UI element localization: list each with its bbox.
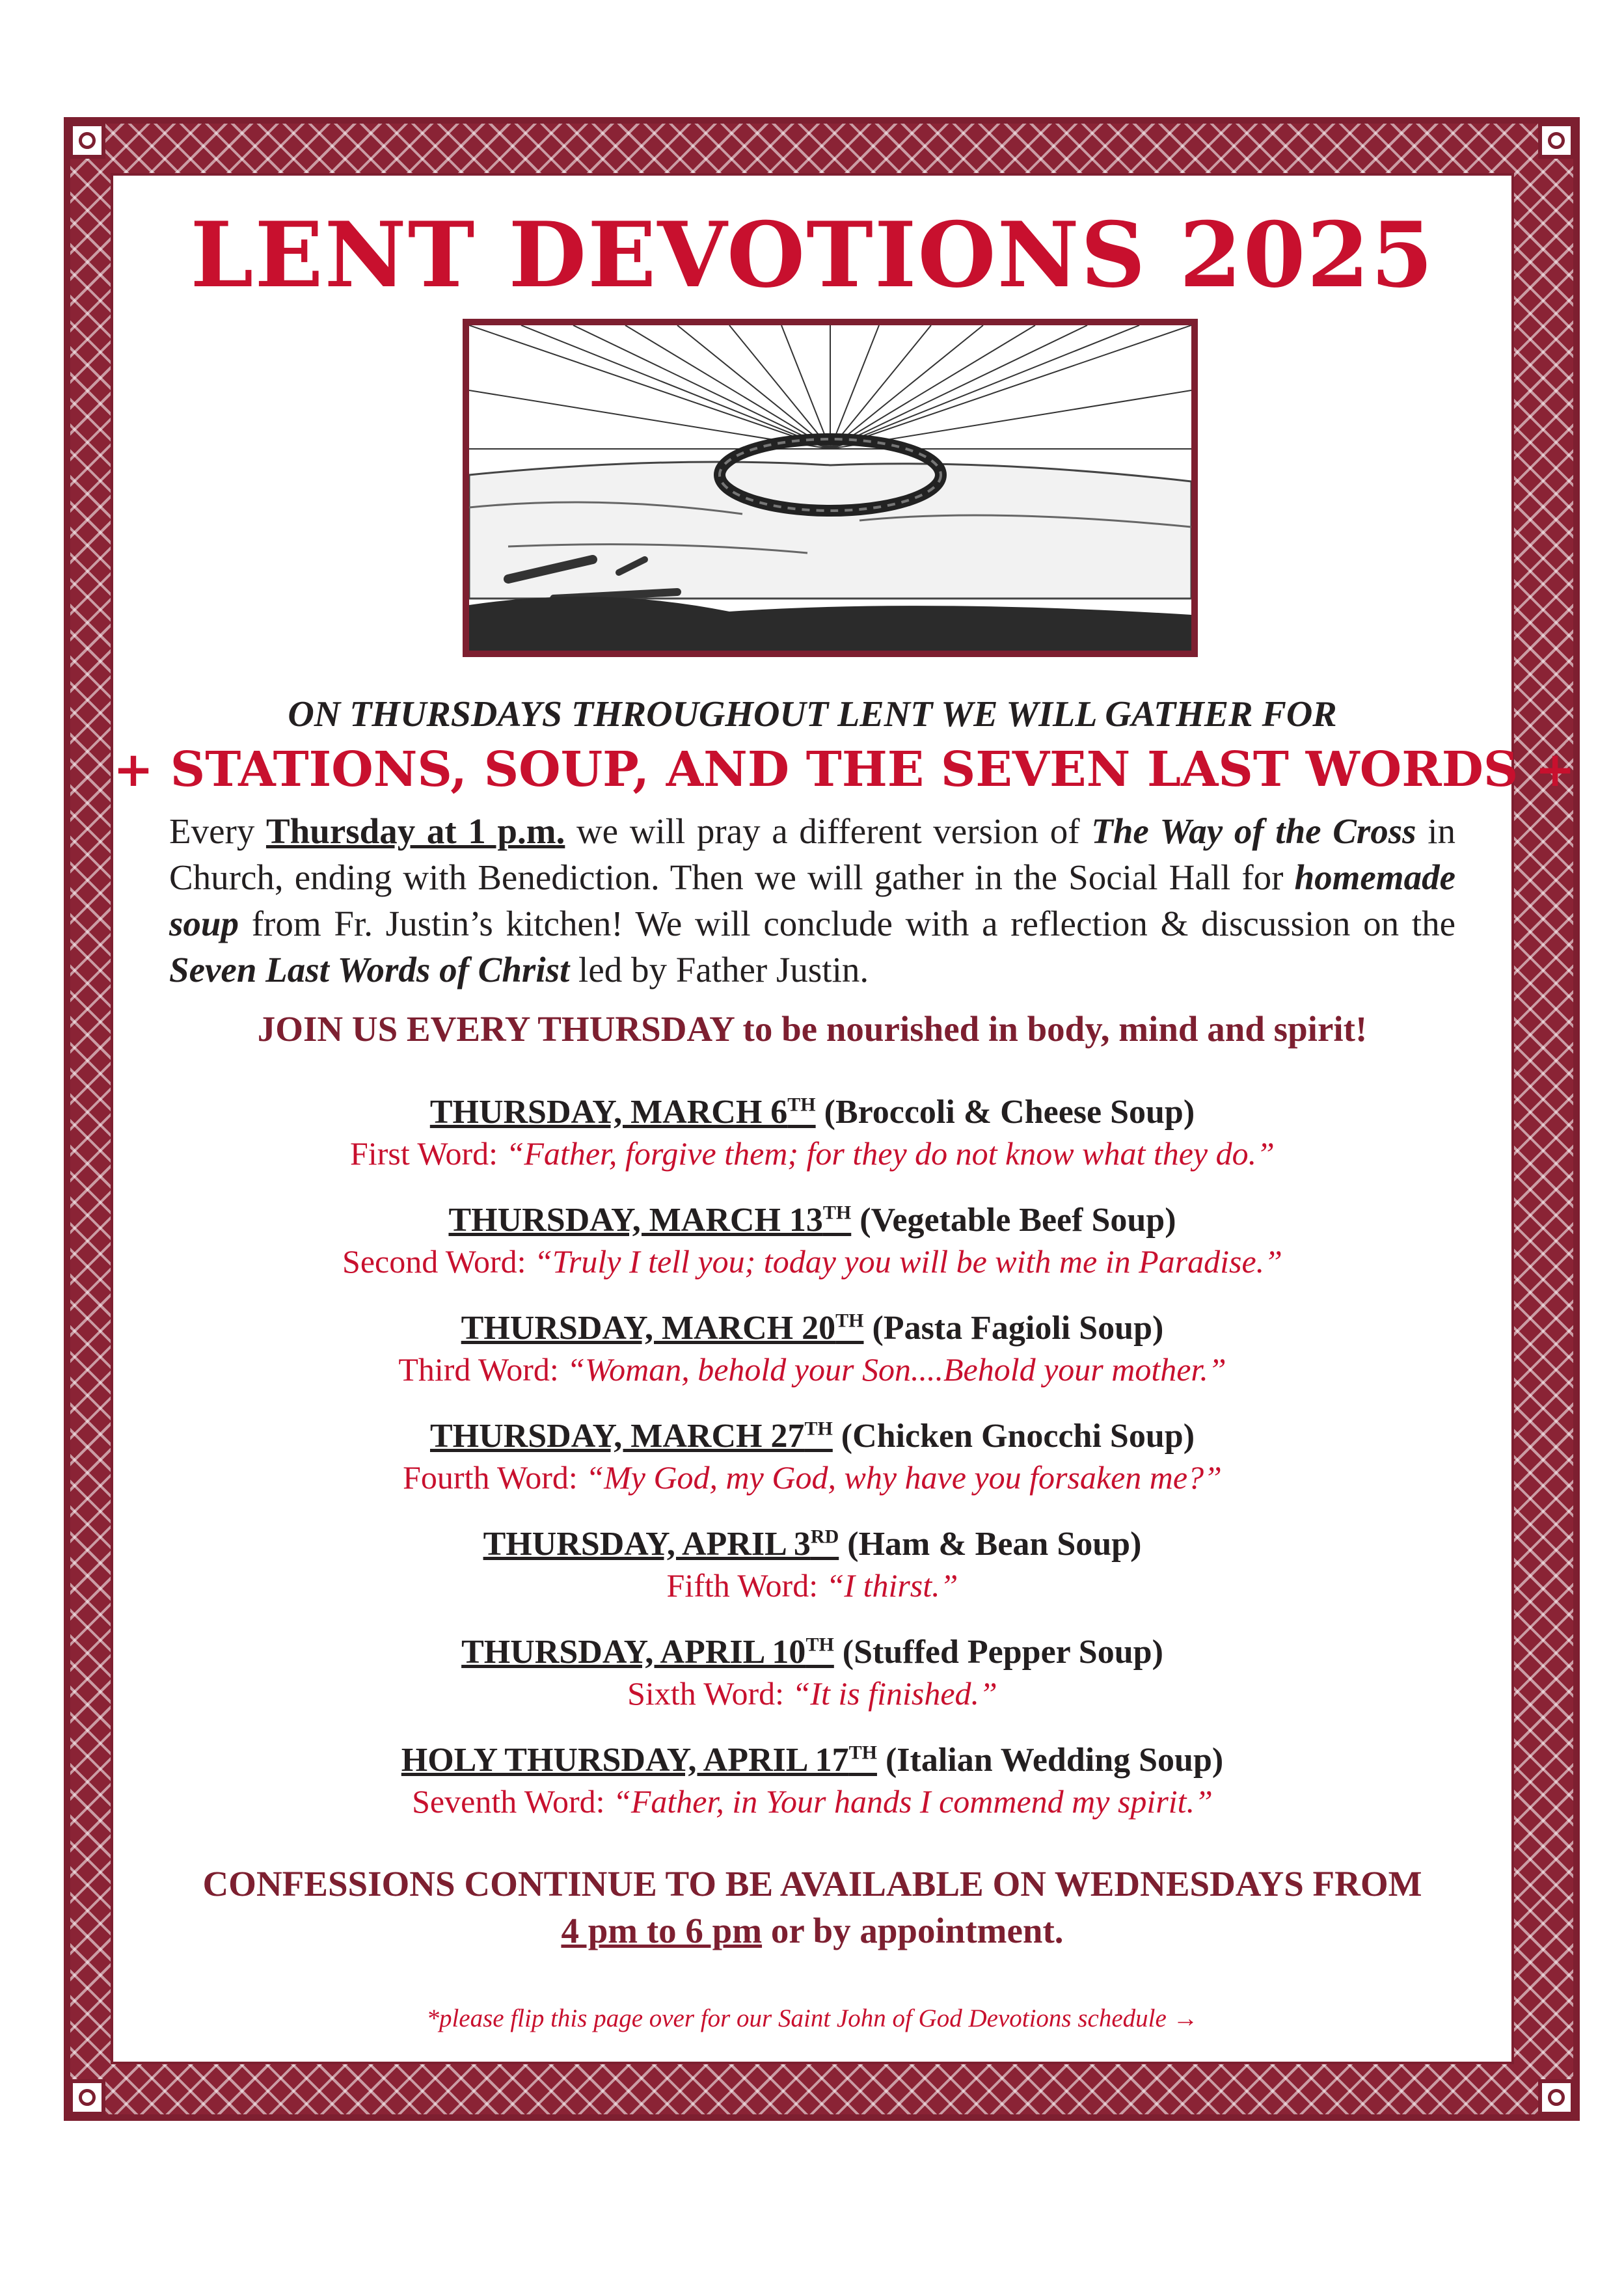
flip-page-note: *please flip this page over for our Saint John of God Devotions schedule → — [426, 2004, 1198, 2032]
intro-heading: ON THURSDAYS THROUGHOUT LENT WE WILL GATHER FOR — [288, 694, 1337, 734]
schedule-word-4: Fourth Word: “My God, my God, why have you forsaken me?” — [403, 1459, 1222, 1496]
schedule-date-6: THURSDAY, APRIL 10TH (Stuffed Pepper Soup) — [461, 1634, 1163, 1671]
schedule-word-5: Fifth Word: “I thirst.” — [666, 1567, 958, 1604]
crown-of-thorns-illustration — [463, 319, 1198, 657]
corner-ornament-icon — [1538, 122, 1575, 159]
schedule-date-5: THURSDAY, APRIL 3RD (Ham & Bean Soup) — [483, 1526, 1142, 1563]
stations-headline: + STATIONS, SOUP, AND THE SEVEN LAST WORDS + — [113, 742, 1576, 798]
corner-ornament-icon — [1538, 2079, 1575, 2116]
schedule-word-2: Second Word: “Truly I tell you; today you will be with me in Paradise.” — [342, 1243, 1282, 1280]
confessions-line-2: 4 pm to 6 pm or by appointment. — [561, 1911, 1064, 1950]
corner-ornament-icon — [69, 122, 105, 159]
confessions-line-1: CONFESSIONS CONTINUE TO BE AVAILABLE ON WEDNESDAYS FROM — [202, 1864, 1422, 1904]
schedule-word-3: Third Word: “Woman, behold your Son....Behold your mother.” — [398, 1351, 1226, 1388]
schedule-word-1: First Word: “Father, forgive them; for they do not know what they do.” — [350, 1135, 1275, 1172]
schedule-word-6: Sixth Word: “It is finished.” — [627, 1675, 997, 1712]
schedule-word-7: Seventh Word: “Father, in Your hands I commend my spirit.” — [412, 1783, 1213, 1820]
corner-ornament-icon — [69, 2079, 105, 2116]
schedule-date-7: HOLY THURSDAY, APRIL 17TH (Italian Wedding Soup) — [401, 1742, 1224, 1779]
arrow-right-icon: → — [1172, 2004, 1198, 2032]
description-paragraph: Every Thursday at 1 p.m. we will pray a different version of The Way of the Cross in Church, ending with Benediction. Then we will gather in the Social Hall for homemade soup from Fr. Justin’s kitchen! We will conclude with a reflection & discussion on the Seven Last Words of Christ led by Father Justin. — [169, 811, 1456, 990]
page-title: LENT DEVOTIONS 2025 — [190, 202, 1435, 308]
schedule-date-4: THURSDAY, MARCH 27TH (Chicken Gnocchi Soup) — [429, 1418, 1195, 1455]
flyer-body — [111, 173, 1576, 2064]
join-us-line: JOIN US EVERY THURSDAY to be nourished in body, mind and spirit! — [257, 1009, 1368, 1049]
schedule-date-2: THURSDAY, MARCH 13TH (Vegetable Beef Soup) — [448, 1202, 1176, 1239]
schedule-date-1: THURSDAY, MARCH 6TH (Broccoli & Cheese Soup) — [429, 1094, 1195, 1131]
schedule-date-3: THURSDAY, MARCH 20TH (Pasta Fagioli Soup) — [461, 1310, 1164, 1347]
